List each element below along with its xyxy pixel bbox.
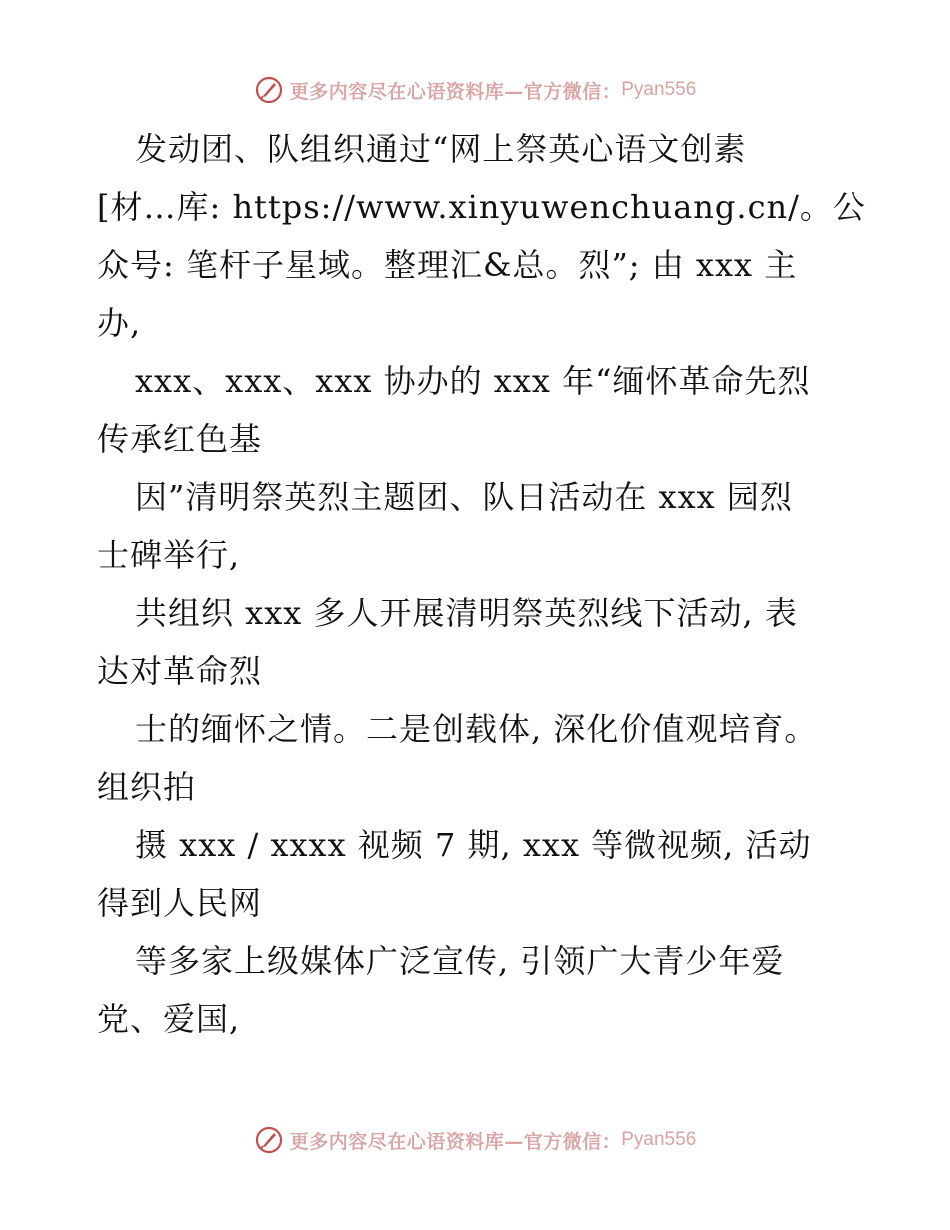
body-line: 办,	[97, 304, 142, 342]
header-watermark-banner	[0, 70, 950, 110]
footer-watermark-banner	[0, 1120, 950, 1160]
body-line: [材…库: https://www.xinyuwenchuang.cn/。公	[97, 188, 866, 226]
body-line: 达对革命烈	[97, 652, 263, 690]
quill-pen-logo-icon	[254, 75, 284, 105]
body-line: 士碑举行,	[97, 536, 241, 574]
body-line: 组织拍	[97, 768, 197, 806]
body-line: 传承红色基	[97, 420, 263, 458]
body-line: 因”清明祭英烈主题团、队日活动在 xxx 园烈	[135, 478, 793, 516]
body-line: 党、爱国,	[97, 1000, 241, 1038]
body-line: 士的缅怀之情。二是创载体, 深化价值观培育。	[135, 710, 818, 748]
body-line: 共组织 xxx 多人开展清明祭英烈线下活动, 表	[135, 594, 798, 632]
body-line: 摄 xxx / xxxx 视频 7 期, xxx 等微视频, 活动	[135, 826, 812, 864]
body-line: xxx、xxx、xxx 协办的 xxx 年“缅怀革命先烈	[135, 362, 811, 400]
body-line: 发动团、队组织通过“网上祭英心语文创素	[135, 130, 747, 168]
footer-watermark-handle: Pyan556	[621, 1129, 697, 1150]
header-watermark-handle: Pyan556	[621, 79, 697, 100]
body-line: 得到人民网	[97, 884, 263, 922]
body-line: 等多家上级媒体广泛宣传, 引领广大青少年爱	[135, 942, 785, 980]
footer-watermark-text: 更多内容尽在心语资料库—官方微信：	[289, 1130, 622, 1153]
header-watermark-text: 更多内容尽在心语资料库—官方微信：	[289, 80, 622, 103]
quill-pen-logo-icon	[254, 1125, 284, 1155]
document-body	[97, 120, 866, 1048]
body-line: 众号: 笔杆子星域。整理汇&总。烈”; 由 xxx 主	[97, 246, 798, 284]
